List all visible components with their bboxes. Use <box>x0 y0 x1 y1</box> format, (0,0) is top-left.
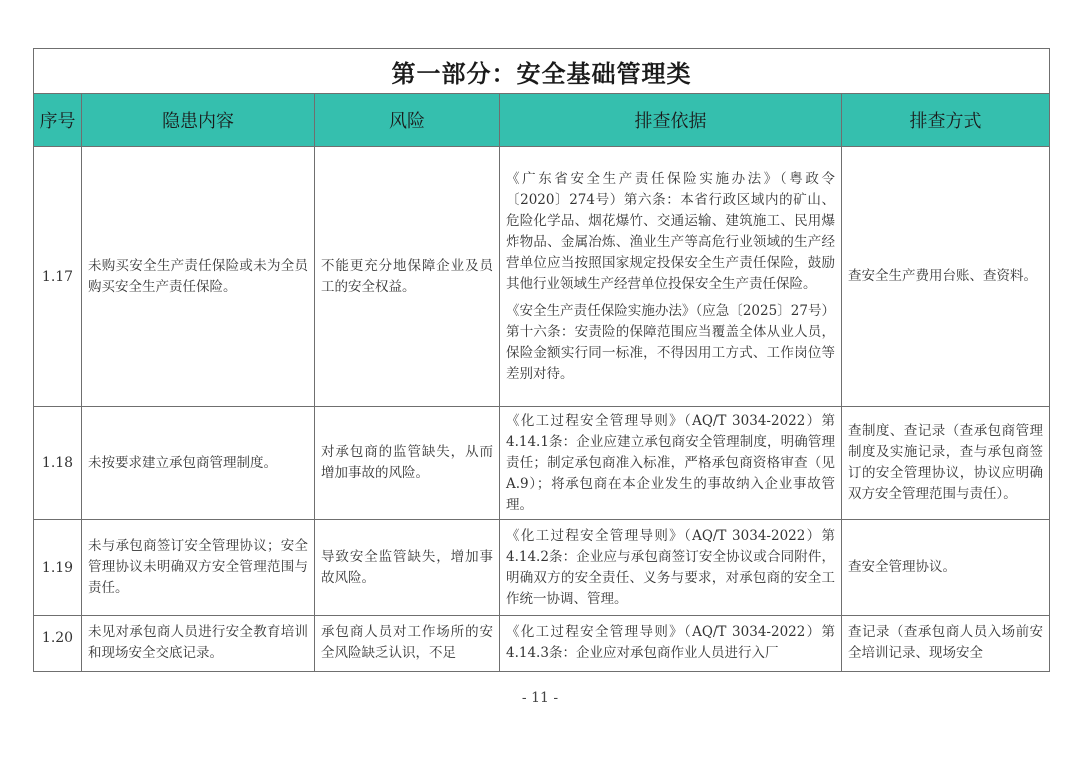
row-risk: 导致安全监管缺失，增加事故风险。 <box>315 520 500 616</box>
row-id: 1.19 <box>34 520 82 616</box>
cell-text: 《化工过程安全管理导则》（AQ/T 3034-2022）第4.14.3条：企业应对承包商作业人员进行入厂 <box>506 624 835 661</box>
row-method <box>842 616 1050 672</box>
table-row <box>34 616 1050 672</box>
table-row <box>34 520 1050 616</box>
row-hazard: 未购买安全生产责任保险或未为全员购买安全生产责任保险。 <box>82 147 315 407</box>
row-id: 1.18 <box>34 407 82 520</box>
header-index: 序号 <box>34 94 82 147</box>
header-risk: 风险 <box>315 94 500 147</box>
row-hazard: 未按要求建立承包商管理制度。 <box>82 407 315 520</box>
row-basis <box>500 520 842 616</box>
row-basis <box>500 147 842 407</box>
row-hazard: 未与承包商签订安全管理协议；安全管理协议未明确双方安全管理范围与责任。 <box>82 520 315 616</box>
header-method: 排查方式 <box>842 94 1050 147</box>
table-header <box>34 94 1050 147</box>
basis-paragraph: 《化工过程安全管理导则》（AQ/T 3034-2022）第4.14.2条：企业应与承包商签订安全协议或合同附件，明确双方的安全责任、义务与要求，对承包商的安全工作统一协调、管理。 <box>506 527 835 607</box>
row-method: 查制度、查记录（查承包商管理制度及实施记录，查与承包商签订的安全管理协议，协议应明确双方安全管理范围与责任）。 <box>842 407 1050 520</box>
cell-text: 承包商人员对工作场所的安全风险缺乏认识，不足 <box>321 624 493 661</box>
basis-paragraph: 《广东省安全生产责任保险实施办法》（粤政令〔2020〕274号）第六条：本省行政区域内的矿山、危险化学品、烟花爆竹、交通运输、建筑施工、民用爆炸物品、金属冶炼、渔业生产等高危行业领域的生产经营单位应当按照国家规定投保安全生产责任保险，鼓励其他行业领域生产经营单位投保安全生产责任保险。 <box>506 170 835 292</box>
row-risk <box>315 616 500 672</box>
row-method: 查安全生产费用台账、查资料。 <box>842 147 1050 407</box>
cell-text: 未见对承包商人员进行安全教育培训和现场安全交底记录。 <box>88 624 308 661</box>
row-method: 查安全管理协议。 <box>842 520 1050 616</box>
row-id: 1.17 <box>34 147 82 407</box>
row-basis <box>500 616 842 672</box>
header-hazard: 隐患内容 <box>82 94 315 147</box>
basis-paragraph: 《安全生产责任保险实施办法》（应急〔2025〕27号）第十六条：安责险的保障范围应当覆盖全体从业人员，保险金额实行同一标准，不得因用工方式、工作岗位等差别对待。 <box>506 302 835 382</box>
row-id: 1.20 <box>34 616 82 672</box>
basis-paragraph: 《化工过程安全管理导则》（AQ/T 3034-2022）第4.14.1条：企业应建立承包商安全管理制度，明确管理责任；制定承包商准入标准，严格承包商资格审查（见A.9）；将承包商在本企业发生的事故纳入企业事故管理。 <box>506 412 835 513</box>
header-basis: 排查依据 <box>500 94 842 147</box>
section-title: 第一部分：安全基础管理类 <box>34 49 1050 94</box>
table-row <box>34 147 1050 407</box>
hazard-table <box>33 48 1050 672</box>
row-risk: 对承包商的监管缺失，从而增加事故的风险。 <box>315 407 500 520</box>
row-risk: 不能更充分地保障企业及员工的安全权益。 <box>315 147 500 407</box>
cell-text: 查记录（查承包商人员入场前安全培训记录、现场安全 <box>848 624 1044 661</box>
row-basis <box>500 407 842 520</box>
row-hazard <box>82 616 315 672</box>
page-number: - 11 - <box>521 690 559 706</box>
table-row <box>34 407 1050 520</box>
